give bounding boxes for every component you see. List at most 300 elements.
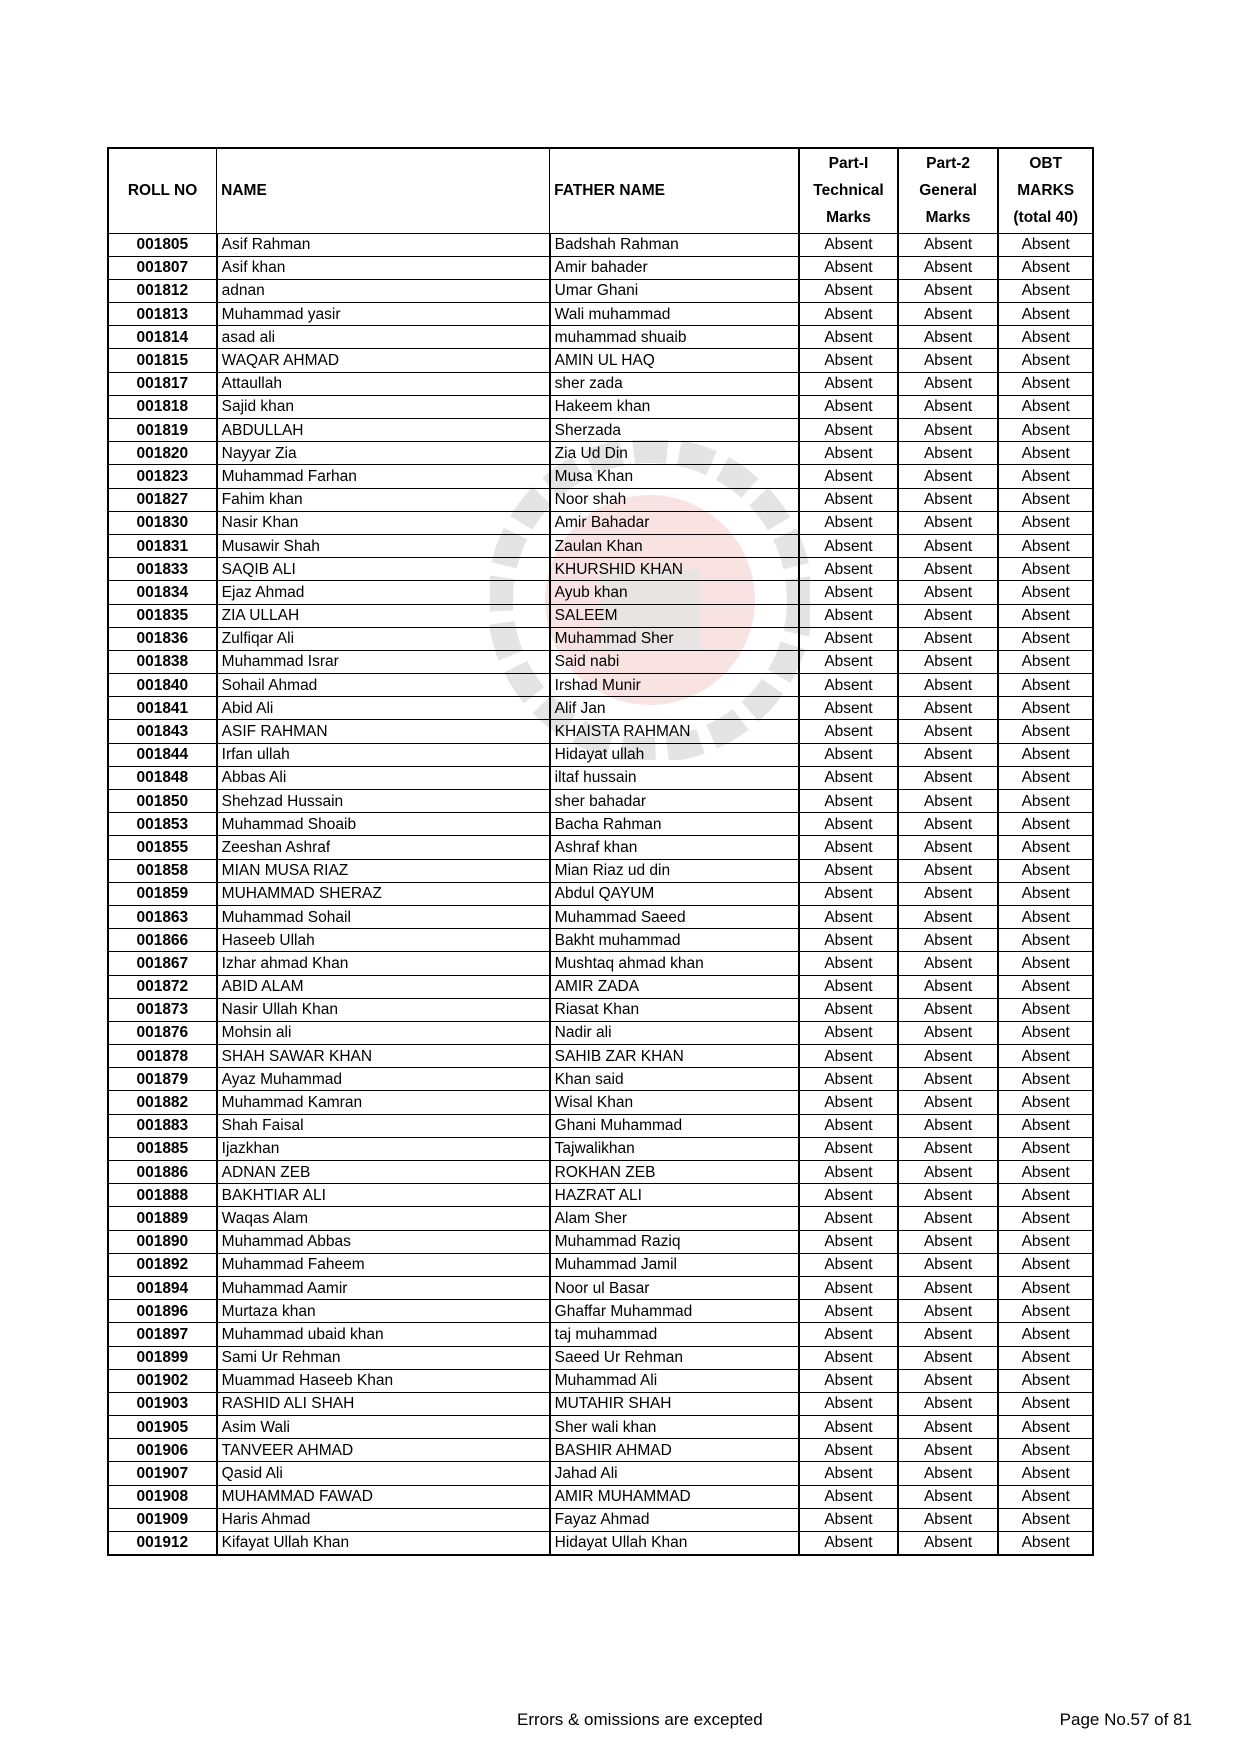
obt-marks-cell: Absent [998, 419, 1093, 442]
roll-no-cell: 001859 [108, 882, 217, 905]
table-row [108, 720, 1093, 743]
roll-no-cell: 001906 [108, 1439, 217, 1462]
name-cell: Musawir Shah [217, 534, 550, 557]
name-cell: Muhammad Israr [217, 650, 550, 673]
roll-no-cell: 001905 [108, 1416, 217, 1439]
name-cell: Zulfiqar Ali [217, 627, 550, 650]
part1-marks-cell: Absent [799, 419, 898, 442]
obt-marks-cell: Absent [998, 1392, 1093, 1415]
roll-no-cell: 001844 [108, 743, 217, 766]
obt-marks-cell: Absent [998, 279, 1093, 302]
obt-marks-cell: Absent [998, 1253, 1093, 1276]
obt-marks-cell: Absent [998, 349, 1093, 372]
father-name-cell: Saeed Ur Rehman [550, 1346, 800, 1369]
roll-no-cell: 001831 [108, 534, 217, 557]
obt-marks-cell: Absent [998, 1021, 1093, 1044]
name-cell: Izhar ahmad Khan [217, 952, 550, 975]
obt-marks-cell: Absent [998, 1485, 1093, 1508]
name-cell: WAQAR AHMAD [217, 349, 550, 372]
table-body [108, 233, 1093, 1555]
father-name-cell: Riasat Khan [550, 998, 800, 1021]
obt-marks-cell: Absent [998, 303, 1093, 326]
part1-marks-cell: Absent [799, 1416, 898, 1439]
father-name-cell: AMIN UL HAQ [550, 349, 800, 372]
father-name-cell: muhammad shuaib [550, 326, 800, 349]
father-name-cell: Hidayat ullah [550, 743, 800, 766]
father-name-cell: Mian Riaz ud din [550, 859, 800, 882]
table-row [108, 766, 1093, 789]
name-cell: TANVEER AHMAD [217, 1439, 550, 1462]
part2-marks-cell: Absent [898, 836, 999, 859]
part2-marks-cell: Absent [898, 1323, 999, 1346]
roll-no-cell: 001820 [108, 442, 217, 465]
name-cell: Irfan ullah [217, 743, 550, 766]
name-cell: Abbas Ali [217, 766, 550, 789]
name-cell: Ijazkhan [217, 1137, 550, 1160]
name-cell: Nayyar Zia [217, 442, 550, 465]
table-row [108, 952, 1093, 975]
part2-marks-cell: Absent [898, 465, 999, 488]
name-cell: SHAH SAWAR KHAN [217, 1045, 550, 1068]
obt-marks-cell: Absent [998, 558, 1093, 581]
father-name-cell: Umar Ghani [550, 279, 800, 302]
father-name-cell: MUTAHIR SHAH [550, 1392, 800, 1415]
part2-marks-cell: Absent [898, 1392, 999, 1415]
part1-marks-cell: Absent [799, 372, 898, 395]
father-name-cell: SALEEM [550, 604, 800, 627]
part2-marks-cell: Absent [898, 929, 999, 952]
roll-no-cell: 001863 [108, 905, 217, 928]
part2-marks-cell: Absent [898, 349, 999, 372]
part1-marks-cell: Absent [799, 511, 898, 534]
part1-marks-cell: Absent [799, 442, 898, 465]
name-cell: Shah Faisal [217, 1114, 550, 1137]
roll-no-cell: 001827 [108, 488, 217, 511]
part1-marks-cell: Absent [799, 1508, 898, 1531]
table-row [108, 326, 1093, 349]
name-cell: ZIA ULLAH [217, 604, 550, 627]
table-row [108, 650, 1093, 673]
obt-marks-cell: Absent [998, 372, 1093, 395]
father-name-cell: Hakeem khan [550, 395, 800, 418]
name-cell: Kifayat Ullah Khan [217, 1532, 550, 1555]
obt-marks-cell: Absent [998, 790, 1093, 813]
name-cell: ABDULLAH [217, 419, 550, 442]
table-row [108, 1485, 1093, 1508]
table-row [108, 998, 1093, 1021]
roll-no-cell: 001838 [108, 650, 217, 673]
part2-marks-cell: Absent [898, 233, 999, 256]
father-name-cell: Wisal Khan [550, 1091, 800, 1114]
roll-no-cell: 001812 [108, 279, 217, 302]
part2-marks-cell: Absent [898, 905, 999, 928]
part2-marks-cell: Absent [898, 1300, 999, 1323]
obt-marks-cell: Absent [998, 1114, 1093, 1137]
part1-marks-cell: Absent [799, 905, 898, 928]
name-cell: Muhammad Abbas [217, 1230, 550, 1253]
part2-marks-cell: Absent [898, 1462, 999, 1485]
obt-marks-cell: Absent [998, 952, 1093, 975]
table-row [108, 442, 1093, 465]
part2-marks-cell: Absent [898, 1253, 999, 1276]
father-name-cell: Amir bahader [550, 256, 800, 279]
roll-no-cell: 001823 [108, 465, 217, 488]
father-name-cell: Fayaz Ahmad [550, 1508, 800, 1531]
roll-no-cell: 001866 [108, 929, 217, 952]
roll-no-cell: 001830 [108, 511, 217, 534]
father-name-cell: Nadir ali [550, 1021, 800, 1044]
roll-no-cell: 001807 [108, 256, 217, 279]
table-row [108, 1114, 1093, 1137]
name-cell: Ejaz Ahmad [217, 581, 550, 604]
roll-no-cell: 001850 [108, 790, 217, 813]
obt-marks-cell: Absent [998, 627, 1093, 650]
table-row [108, 1091, 1093, 1114]
name-cell: Fahim khan [217, 488, 550, 511]
father-name-cell: Ashraf khan [550, 836, 800, 859]
name-cell: asad ali [217, 326, 550, 349]
roll-no-cell: 001902 [108, 1369, 217, 1392]
obt-marks-cell: Absent [998, 442, 1093, 465]
part2-marks-cell: Absent [898, 581, 999, 604]
part2-marks-cell: Absent [898, 743, 999, 766]
roll-no-cell: 001833 [108, 558, 217, 581]
table-row [108, 558, 1093, 581]
part1-marks-cell: Absent [799, 929, 898, 952]
father-name-cell: Sherzada [550, 419, 800, 442]
part2-marks-cell: Absent [898, 1091, 999, 1114]
obt-marks-cell: Absent [998, 1439, 1093, 1462]
roll-no-cell: 001853 [108, 813, 217, 836]
footer-disclaimer: Errors & omissions are excepted [517, 1710, 763, 1729]
father-name-cell: iltaf hussain [550, 766, 800, 789]
obt-marks-cell: Absent [998, 395, 1093, 418]
table-row [108, 1300, 1093, 1323]
roll-no-cell: 001909 [108, 1508, 217, 1531]
obt-marks-cell: Absent [998, 929, 1093, 952]
father-name-cell: Zaulan Khan [550, 534, 800, 557]
roll-no-cell: 001836 [108, 627, 217, 650]
father-name-cell: Ayub khan [550, 581, 800, 604]
roll-no-cell: 001818 [108, 395, 217, 418]
part2-marks-cell: Absent [898, 419, 999, 442]
roll-no-cell: 001814 [108, 326, 217, 349]
name-cell: Muhammad Shoaib [217, 813, 550, 836]
obt-marks-cell: Absent [998, 813, 1093, 836]
obt-marks-cell: Absent [998, 1161, 1093, 1184]
obt-marks-cell: Absent [998, 233, 1093, 256]
table-row [108, 1161, 1093, 1184]
table-row [108, 1369, 1093, 1392]
name-cell: Sohail Ahmad [217, 674, 550, 697]
table-row [108, 790, 1093, 813]
part2-marks-cell: Absent [898, 720, 999, 743]
part2-marks-cell: Absent [898, 511, 999, 534]
part2-marks-cell: Absent [898, 952, 999, 975]
part1-marks-cell: Absent [799, 1114, 898, 1137]
name-cell: SAQIB ALI [217, 558, 550, 581]
obt-marks-cell: Absent [998, 720, 1093, 743]
table-row [108, 303, 1093, 326]
part2-marks-cell: Absent [898, 1276, 999, 1299]
table-row [108, 488, 1093, 511]
obt-marks-cell: Absent [998, 1508, 1093, 1531]
father-name-cell: Muhammad Raziq [550, 1230, 800, 1253]
part1-marks-cell: Absent [799, 1300, 898, 1323]
table-row [108, 743, 1093, 766]
roll-no-cell: 001897 [108, 1323, 217, 1346]
table-row [108, 929, 1093, 952]
part1-marks-cell: Absent [799, 674, 898, 697]
part2-marks-cell: Absent [898, 256, 999, 279]
header-obt-marks: OBT MARKS (total 40) [998, 148, 1093, 233]
roll-no-cell: 001872 [108, 975, 217, 998]
header-roll-no: ROLL NO [108, 148, 217, 233]
part1-marks-cell: Absent [799, 534, 898, 557]
father-name-cell: Noor shah [550, 488, 800, 511]
results-table [107, 147, 1094, 1556]
table-row [108, 1137, 1093, 1160]
name-cell: Muammad Haseeb Khan [217, 1369, 550, 1392]
obt-marks-cell: Absent [998, 1137, 1093, 1160]
table-row [108, 279, 1093, 302]
table-row [108, 581, 1093, 604]
name-cell: Sami Ur Rehman [217, 1346, 550, 1369]
father-name-cell: Amir Bahadar [550, 511, 800, 534]
part2-marks-cell: Absent [898, 488, 999, 511]
table-row [108, 233, 1093, 256]
part2-marks-cell: Absent [898, 1532, 999, 1555]
table-row [108, 372, 1093, 395]
header-part2-general: Part-2 General Marks [898, 148, 999, 233]
table-row [108, 813, 1093, 836]
table-row [108, 1532, 1093, 1555]
roll-no-cell: 001878 [108, 1045, 217, 1068]
roll-no-cell: 001907 [108, 1462, 217, 1485]
obt-marks-cell: Absent [998, 766, 1093, 789]
part1-marks-cell: Absent [799, 1137, 898, 1160]
father-name-cell: Alam Sher [550, 1207, 800, 1230]
roll-no-cell: 001848 [108, 766, 217, 789]
obt-marks-cell: Absent [998, 697, 1093, 720]
table-row [108, 1253, 1093, 1276]
roll-no-cell: 001855 [108, 836, 217, 859]
table-row [108, 465, 1093, 488]
part1-marks-cell: Absent [799, 558, 898, 581]
father-name-cell: KHURSHID KHAN [550, 558, 800, 581]
name-cell: Nasir Khan [217, 511, 550, 534]
father-name-cell: KHAISTA RAHMAN [550, 720, 800, 743]
table-row [108, 1323, 1093, 1346]
father-name-cell: Mushtaq ahmad khan [550, 952, 800, 975]
part1-marks-cell: Absent [799, 998, 898, 1021]
roll-no-cell: 001843 [108, 720, 217, 743]
father-name-cell: AMIR ZADA [550, 975, 800, 998]
obt-marks-cell: Absent [998, 1184, 1093, 1207]
father-name-cell: SAHIB ZAR KHAN [550, 1045, 800, 1068]
name-cell: Muhammad Aamir [217, 1276, 550, 1299]
part2-marks-cell: Absent [898, 766, 999, 789]
part1-marks-cell: Absent [799, 1462, 898, 1485]
part2-marks-cell: Absent [898, 1021, 999, 1044]
part2-marks-cell: Absent [898, 1346, 999, 1369]
roll-no-cell: 001835 [108, 604, 217, 627]
father-name-cell: sher zada [550, 372, 800, 395]
obt-marks-cell: Absent [998, 1207, 1093, 1230]
part2-marks-cell: Absent [898, 1184, 999, 1207]
obt-marks-cell: Absent [998, 581, 1093, 604]
table-row [108, 1392, 1093, 1415]
part2-marks-cell: Absent [898, 859, 999, 882]
part2-marks-cell: Absent [898, 534, 999, 557]
roll-no-cell: 001888 [108, 1184, 217, 1207]
part2-marks-cell: Absent [898, 303, 999, 326]
part2-marks-cell: Absent [898, 1416, 999, 1439]
table-row [108, 1508, 1093, 1531]
table-row [108, 349, 1093, 372]
part2-marks-cell: Absent [898, 1369, 999, 1392]
name-cell: MUHAMMAD FAWAD [217, 1485, 550, 1508]
name-cell: Nasir Ullah Khan [217, 998, 550, 1021]
part1-marks-cell: Absent [799, 766, 898, 789]
part1-marks-cell: Absent [799, 1230, 898, 1253]
obt-marks-cell: Absent [998, 1323, 1093, 1346]
part1-marks-cell: Absent [799, 1091, 898, 1114]
obt-marks-cell: Absent [998, 975, 1093, 998]
part1-marks-cell: Absent [799, 1021, 898, 1044]
part1-marks-cell: Absent [799, 1161, 898, 1184]
table-row [108, 905, 1093, 928]
roll-no-cell: 001886 [108, 1161, 217, 1184]
roll-no-cell: 001912 [108, 1532, 217, 1555]
father-name-cell: sher bahadar [550, 790, 800, 813]
part2-marks-cell: Absent [898, 604, 999, 627]
father-name-cell: Musa Khan [550, 465, 800, 488]
obt-marks-cell: Absent [998, 1230, 1093, 1253]
roll-no-cell: 001879 [108, 1068, 217, 1091]
part1-marks-cell: Absent [799, 627, 898, 650]
roll-no-cell: 001876 [108, 1021, 217, 1044]
part2-marks-cell: Absent [898, 627, 999, 650]
roll-no-cell: 001885 [108, 1137, 217, 1160]
name-cell: ADNAN ZEB [217, 1161, 550, 1184]
obt-marks-cell: Absent [998, 256, 1093, 279]
name-cell: Haris Ahmad [217, 1508, 550, 1531]
name-cell: Zeeshan Ashraf [217, 836, 550, 859]
table-row [108, 1416, 1093, 1439]
obt-marks-cell: Absent [998, 1091, 1093, 1114]
part1-marks-cell: Absent [799, 256, 898, 279]
part2-marks-cell: Absent [898, 790, 999, 813]
obt-marks-cell: Absent [998, 1276, 1093, 1299]
name-cell: Abid Ali [217, 697, 550, 720]
part2-marks-cell: Absent [898, 326, 999, 349]
father-name-cell: Abdul QAYUM [550, 882, 800, 905]
name-cell: ABID ALAM [217, 975, 550, 998]
name-cell: Waqas Alam [217, 1207, 550, 1230]
part1-marks-cell: Absent [799, 326, 898, 349]
part1-marks-cell: Absent [799, 303, 898, 326]
obt-marks-cell: Absent [998, 511, 1093, 534]
name-cell: Sajid khan [217, 395, 550, 418]
name-cell: MIAN MUSA RIAZ [217, 859, 550, 882]
part1-marks-cell: Absent [799, 233, 898, 256]
header-name: NAME [217, 148, 550, 233]
name-cell: Shehzad Hussain [217, 790, 550, 813]
part2-marks-cell: Absent [898, 1137, 999, 1160]
part1-marks-cell: Absent [799, 650, 898, 673]
name-cell: Murtaza khan [217, 1300, 550, 1323]
part1-marks-cell: Absent [799, 1323, 898, 1346]
part1-marks-cell: Absent [799, 1276, 898, 1299]
roll-no-cell: 001896 [108, 1300, 217, 1323]
name-cell: Qasid Ali [217, 1462, 550, 1485]
part2-marks-cell: Absent [898, 372, 999, 395]
part2-marks-cell: Absent [898, 1508, 999, 1531]
father-name-cell: Badshah Rahman [550, 233, 800, 256]
part1-marks-cell: Absent [799, 1184, 898, 1207]
part1-marks-cell: Absent [799, 395, 898, 418]
roll-no-cell: 001899 [108, 1346, 217, 1369]
table-row [108, 882, 1093, 905]
obt-marks-cell: Absent [998, 465, 1093, 488]
part1-marks-cell: Absent [799, 1045, 898, 1068]
table-row [108, 1021, 1093, 1044]
father-name-cell: Zia Ud Din [550, 442, 800, 465]
table-row [108, 1439, 1093, 1462]
part2-marks-cell: Absent [898, 1439, 999, 1462]
roll-no-cell: 001840 [108, 674, 217, 697]
table-row [108, 511, 1093, 534]
father-name-cell: Khan said [550, 1068, 800, 1091]
part1-marks-cell: Absent [799, 604, 898, 627]
roll-no-cell: 001882 [108, 1091, 217, 1114]
father-name-cell: Noor ul Basar [550, 1276, 800, 1299]
table-row [108, 256, 1093, 279]
part1-marks-cell: Absent [799, 1392, 898, 1415]
part1-marks-cell: Absent [799, 743, 898, 766]
obt-marks-cell: Absent [998, 743, 1093, 766]
name-cell: Attaullah [217, 372, 550, 395]
part2-marks-cell: Absent [898, 674, 999, 697]
table-row [108, 1462, 1093, 1485]
part2-marks-cell: Absent [898, 1207, 999, 1230]
father-name-cell: Alif Jan [550, 697, 800, 720]
roll-no-cell: 001889 [108, 1207, 217, 1230]
part2-marks-cell: Absent [898, 1485, 999, 1508]
father-name-cell: Wali muhammad [550, 303, 800, 326]
roll-no-cell: 001834 [108, 581, 217, 604]
obt-marks-cell: Absent [998, 650, 1093, 673]
part1-marks-cell: Absent [799, 975, 898, 998]
roll-no-cell: 001841 [108, 697, 217, 720]
table-row [108, 627, 1093, 650]
father-name-cell: HAZRAT ALI [550, 1184, 800, 1207]
obt-marks-cell: Absent [998, 1532, 1093, 1555]
obt-marks-cell: Absent [998, 488, 1093, 511]
header-father-name: FATHER NAME [550, 148, 800, 233]
part1-marks-cell: Absent [799, 882, 898, 905]
part1-marks-cell: Absent [799, 1439, 898, 1462]
part1-marks-cell: Absent [799, 1369, 898, 1392]
roll-no-cell: 001858 [108, 859, 217, 882]
part2-marks-cell: Absent [898, 650, 999, 673]
part2-marks-cell: Absent [898, 1068, 999, 1091]
part1-marks-cell: Absent [799, 1068, 898, 1091]
roll-no-cell: 001867 [108, 952, 217, 975]
father-name-cell: Muhammad Ali [550, 1369, 800, 1392]
part2-marks-cell: Absent [898, 975, 999, 998]
